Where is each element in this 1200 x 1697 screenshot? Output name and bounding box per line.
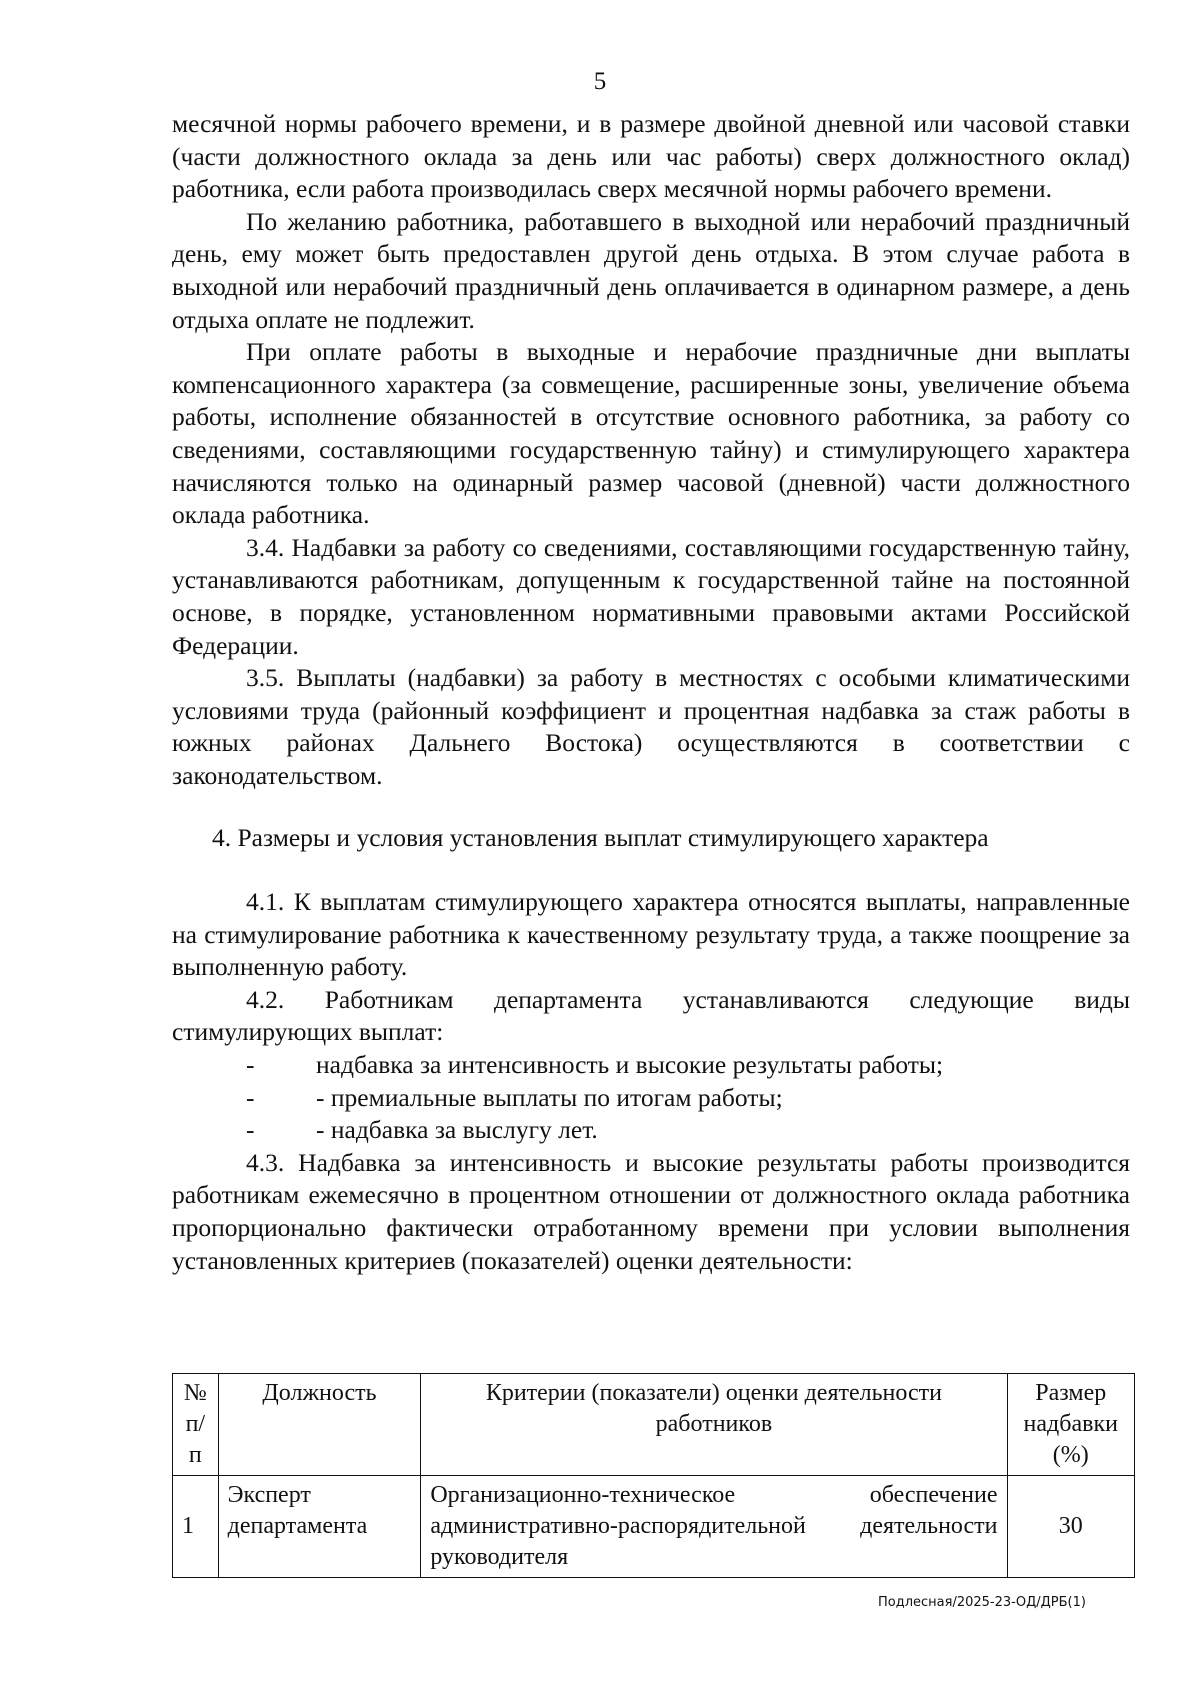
section-4-heading: 4. Размеры и условия установления выплат стимулирующего характера	[212, 823, 989, 853]
dash-marker: -	[246, 1115, 255, 1145]
paragraph-4-3: 4.3. Надбавка за интенсивность и высокие результаты работы производится работникам ежемесячно в процентном отношении от должностного оклада работника пропорционально фактически отработанному времени при условии выполнения установленных критериев (показателей) оценки деятельности:	[172, 1147, 1130, 1275]
list-item-text: - премиальные выплаты по итогам работы;	[316, 1082, 783, 1112]
list-item	[172, 1082, 1130, 1115]
table-row	[173, 1476, 1135, 1578]
paragraph-4-2: 4.2. Работникам департамента устанавливаются следующие виды стимулирующих выплат:	[172, 984, 1130, 1047]
cell-bonus-size: 30	[1007, 1476, 1135, 1578]
list-item-text: надбавка за интенсивность и высокие результаты работы;	[316, 1050, 944, 1080]
document-footer-reference: Подлесная/2025-23-ОД/ДРБ(1)	[878, 1595, 1086, 1610]
dash-marker: -	[246, 1082, 255, 1112]
paragraph-day-off: По желанию работника, работавшего в выходной или нерабочий праздничный день, ему может быть предоставлен другой день отдыха. В этом случае работа в выходной или нерабочий праздничный день оплачивается в одинарном размере, а день отдыха оплате не подлежит.	[172, 206, 1130, 334]
list-item	[172, 1114, 1130, 1147]
header-bonus-size: Размер надбавки (%)	[1007, 1374, 1135, 1476]
page-number: 5	[593, 68, 607, 95]
criteria-table	[172, 1373, 1135, 1578]
paragraph-holiday-pay: При оплате работы в выходные и нерабочие праздничные дни выплаты компенсационного характера (за совмещение, расширенные зоны, увеличение объема работы, исполнение обязанностей в отсутствие основного работника, за работу со сведениями, составляющими государственную тайну) и стимулирующего характера начисляются только на одинарный размер часовой (дневной) части должностного оклада работника.	[172, 337, 1130, 530]
header-number: № п/п	[173, 1374, 219, 1476]
paragraph-3-4: 3.4. Надбавки за работу со сведениями, составляющими государственную тайну, устанавливаются работникам, допущенным к государственной тайне на постоянной основе, в порядке, установленном нормативными правовыми актами Российской Федерации.	[172, 532, 1130, 660]
header-position: Должность	[218, 1374, 421, 1476]
paragraph-4-1: 4.1. К выплатам стимулирующего характера относятся выплаты, направленные на стимулирование работника к качественному результату труда, а также поощрение за выполненную работу.	[172, 887, 1130, 982]
cell-criteria: Организационно-техническое обеспечение административно-распорядительной деятельности руководителя	[421, 1476, 1007, 1578]
dash-marker: -	[246, 1050, 255, 1080]
table-header-row	[173, 1374, 1135, 1476]
paragraph-continuation: месячной нормы рабочего времени, и в размере двойной дневной или часовой ставки (части должностного оклада за день или час работы) сверх должностного оклад) работника, если работа производилась сверх месячной нормы рабочего времени.	[172, 109, 1130, 204]
list-item	[172, 1049, 1130, 1082]
header-criteria: Критерии (показатели) оценки деятельности работников	[421, 1374, 1007, 1476]
cell-position: Эксперт департамента	[218, 1476, 421, 1578]
paragraph-3-5: 3.5. Выплаты (надбавки) за работу в местностях с особыми климатическими условиями труда (районный коэффициент и процентная надбавка за стаж работы в южных районах Дальнего Востока) осуществляются в соответствии с законодательством.	[172, 663, 1130, 790]
cell-number: 1	[173, 1476, 219, 1578]
list-item-text: - надбавка за выслугу лет.	[316, 1115, 598, 1145]
document-body	[172, 108, 1130, 1277]
